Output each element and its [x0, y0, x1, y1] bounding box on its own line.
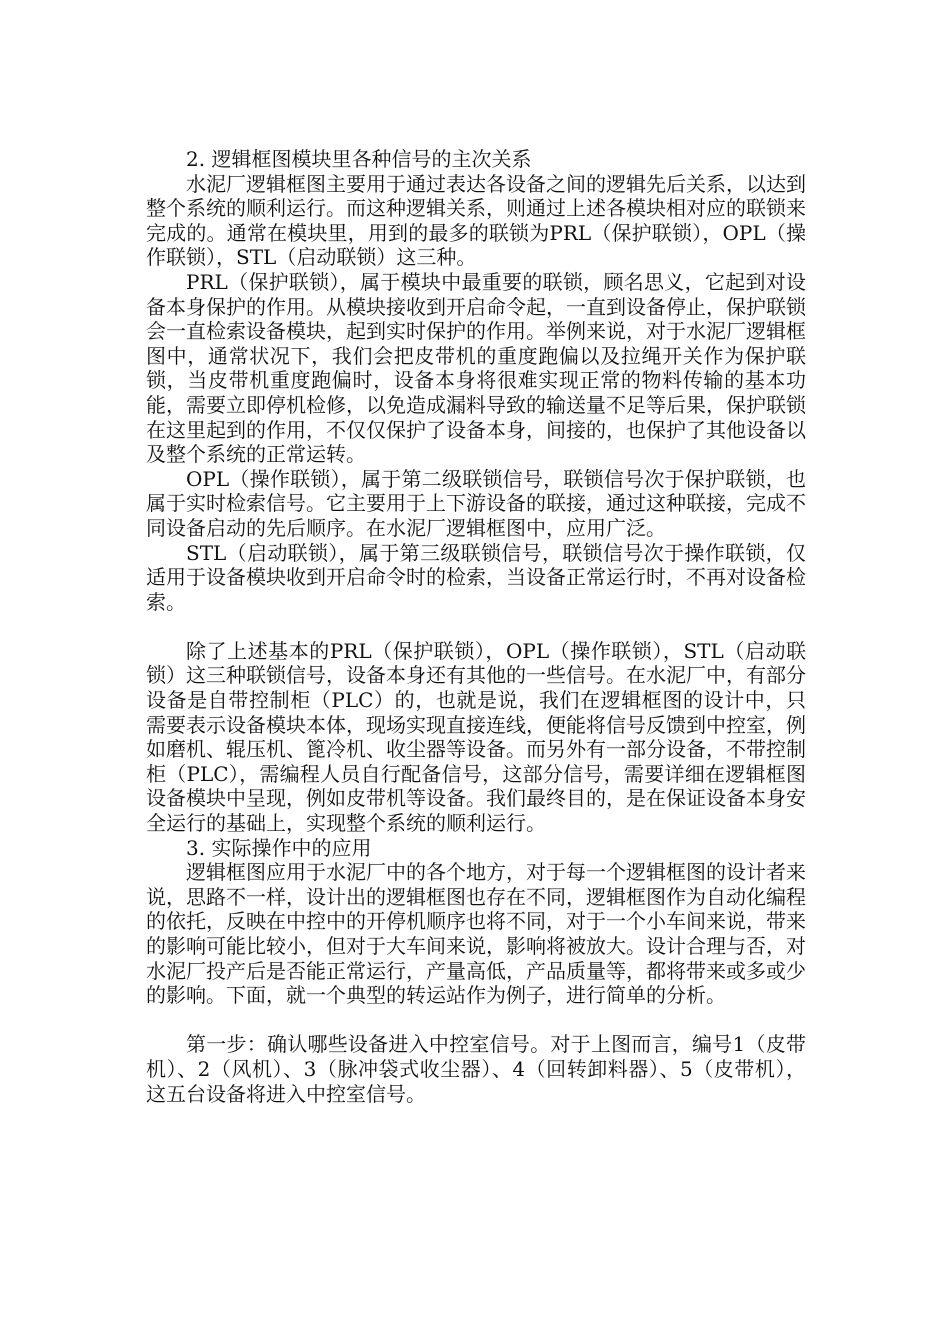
- paragraph-step-1: 第一步：确认哪些设备进入中控室信号。对于上图而言，编号1（皮带机）、2（风机）、3（脉冲袋式收尘器）、4（回转卸料器）、5（皮带机），这五台设备将进入中控室信号。: [146, 1032, 806, 1106]
- blank-line: [146, 1008, 806, 1033]
- section-2-heading: 2. 逻辑框图模块里各种信号的主次关系: [186, 147, 532, 171]
- paragraph-other-signals: 除了上述基本的PRL（保护联锁），OPL（操作联锁），STL（启动联锁）这三种联锁信号，设备本身还有其他的一些信号。在水泥厂中，有部分设备是自带控制柜（PLC）的，也就是说，我们在逻辑框图的设计中，只需要表示设备模块本体，现场实现直接连线，便能将信号反馈到中控室，例如磨机、辊压机、篦冷机、收尘器等设备。而另外有一部分设备，不带控制柜（PLC），需编程人员自行配备信号，这部分信号，需要详细在逻辑框图设备模块中呈现，例如皮带机等设备。我们最终目的，是在保证设备本身安全运行的基础上，实现整个系统的顺利运行。: [146, 638, 806, 836]
- section-3-heading: 3. 实际操作中的应用: [186, 835, 372, 860]
- blank-line: [146, 614, 806, 639]
- paragraph-stl: STL（启动联锁），属于第三级联锁信号，联锁信号次于操作联锁，仅适用于设备模块收到开启命令时的检索，当设备正常运行时，不再对设备检索。: [146, 540, 806, 614]
- paragraph-application: 逻辑框图应用于水泥厂中的各个地方，对于每一个逻辑框图的设计者来说，思路不一样，设计出的逻辑框图也存在不同，逻辑框图作为自动化编程的依托，反映在中控中的开停机顺序也将不同，对于一个小车间来说，带来的影响可能比较小，但对于大车间来说，影响将被放大。设计合理与否，对水泥厂投产后是否能正常运行，产量高低，产品质量等，都将带来或多或少的影响。下面，就一个典型的转运站作为例子，进行简单的分析。: [146, 860, 806, 1008]
- paragraph-logic-relations: 水泥厂逻辑框图主要用于通过表达各设备之间的逻辑先后关系，以达到整个系统的顺利运行。而这种逻辑关系，则通过上述各模块相对应的联锁来完成的。通常在模块里，用到的最多的联锁为PRL（保护联锁），OPL（操作联锁），STL（启动联锁）这三种。: [146, 171, 806, 270]
- paragraph-opl: OPL（操作联锁），属于第二级联锁信号，联锁信号次于保护联锁，也属于实时检索信号。它主要用于上下游设备的联接，通过这种联接，完成不同设备启动的先后顺序。在水泥厂逻辑框图中，应用广泛。: [146, 466, 806, 540]
- paragraph-prl: PRL（保护联锁），属于模块中最重要的联锁，顾名思义，它起到对设备本身保护的作用。从模块接收到开启命令起，一直到设备停止，保护联锁会一直检索设备模块，起到实时保护的作用。举例来说，对于水泥厂逻辑框图中，通常状况下，我们会把皮带机的重度跑偏以及拉绳开关作为保护联锁，当皮带机重度跑偏时，设备本身将很难实现正常的物料传输的基本功能，需要立即停机检修，以免造成漏料导致的输送量不足等后果，保护联锁在这里起到的作用，不仅仅保护了设备本身，间接的，也保护了其他设备以及整个系统的正常运转。: [146, 269, 806, 467]
- document-body: [146, 147, 806, 1106]
